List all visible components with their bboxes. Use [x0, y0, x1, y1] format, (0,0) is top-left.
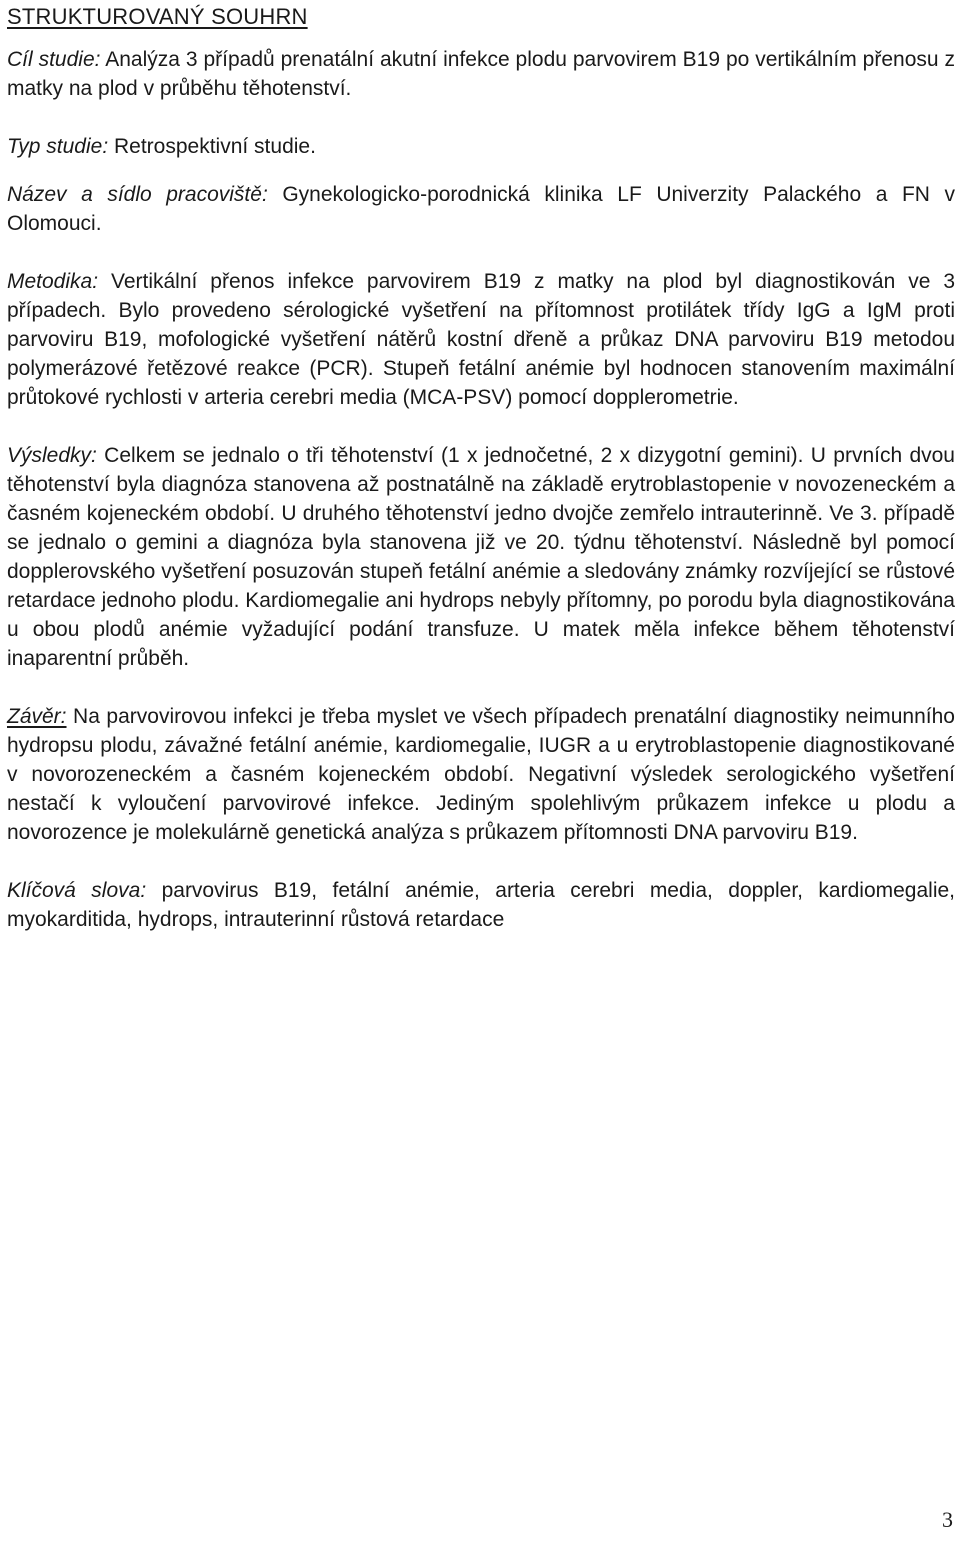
section-text-cil: Analýza 3 případů prenatální akutní infekce plodu parvovirem B19 po vertikálním přenosu z matky na plod v průběhu těhotenství. — [7, 48, 955, 100]
section-text-typ: Retrospektivní studie. — [108, 135, 316, 158]
section-label-cil: Cíl studie: — [7, 48, 101, 71]
section-label-zaver: Závěr: — [7, 705, 67, 728]
section-klicova-slova — [7, 876, 955, 934]
section-text-klicova: parvovirus B19, fetální anémie, arteria cerebri media, doppler, kardiomegalie, myokarditida, hydrops, intrauterinní růstová retardace — [7, 879, 955, 931]
section-cil-studie — [7, 45, 955, 103]
section-text-nazev: Gynekologicko-porodnická klinika LF Univerzity Palackého a FN v Olomouci. — [7, 183, 955, 235]
section-metodika — [7, 267, 955, 412]
section-label-klicova: Klíčová slova: — [7, 879, 147, 902]
section-nazev-pracoviste — [7, 180, 955, 238]
section-label-vysledky: Výsledky: — [7, 444, 97, 467]
section-text-vysledky: Celkem se jednalo o tři těhotenství (1 x jednočetné, 2 x dizygotní gemini). U prvních dvou těhotenství byla diagnóza stanovena až postnatálně na základě erytroblastopenie v novozeneckém a časném kojeneckém období. U druhého těhotenství jedno dvojče zemřelo intrauterinně. Ve 3. případě se jednalo o gemini a diagnóza byla stanovena již ve 20. týdnu těhotenství. Následně byl pomocí dopplerovského vyšetření posuzován stupeň fetální anémie a sledovány známky rozvíjející se růstové retardace jednoho plodu. Kardiomegalie ani hydrops nebyly přítomny, po porodu byla diagnostikována u obou plodů anémie vyžadující podání transfuze. U matek měla infekce během těhotenství inaparentní průběh. — [7, 444, 955, 670]
section-text-zaver: Na parvovirovou infekci je třeba myslet ve všech případech prenatální diagnostiky neimunního hydropsu plodu, závažné fetální anémie, kardiomegalie, IUGR a u erytroblastopenie diagnostikované v novorozeneckém a časném kojeneckém období. Negativní výsledek serologického vyšetření nestačí k vyloučení parvovirové infekce. Jediným spolehlivým průkazem infekce u plodu a novorozence je molekulárně genetická analýza s průkazem přítomnosti DNA parvoviru B19. — [7, 705, 955, 844]
document-page — [7, 2, 955, 963]
section-label-nazev: Název a sídlo pracoviště: — [7, 183, 268, 206]
section-label-metodika: Metodika: — [7, 270, 99, 293]
section-label-typ: Typ studie: — [7, 135, 109, 158]
section-zaver — [7, 702, 955, 847]
document-heading: STRUKTUROVANÝ SOUHRN — [7, 4, 308, 29]
page-number: 3 — [942, 1507, 953, 1532]
section-vysledky — [7, 441, 955, 673]
section-text-metodika: Vertikální přenos infekce parvovirem B19 z matky na plod byl diagnostikován ve 3 případech. Bylo provedeno sérologické vyšetření na přítomnost protilátek třídy IgG a IgM proti parvoviru B19, mofologické vyšetření nátěrů kostní dřeně a průkaz DNA parvoviru B19 metodou polymerázové řetězové reakce (PCR). Stupeň fetální anémie byl hodnocen stanovením maximální průtokové rychlosti v arteria cerebri media (MCA-PSV) pomocí dopplerometrie. — [7, 270, 955, 409]
section-typ-studie — [7, 132, 955, 161]
